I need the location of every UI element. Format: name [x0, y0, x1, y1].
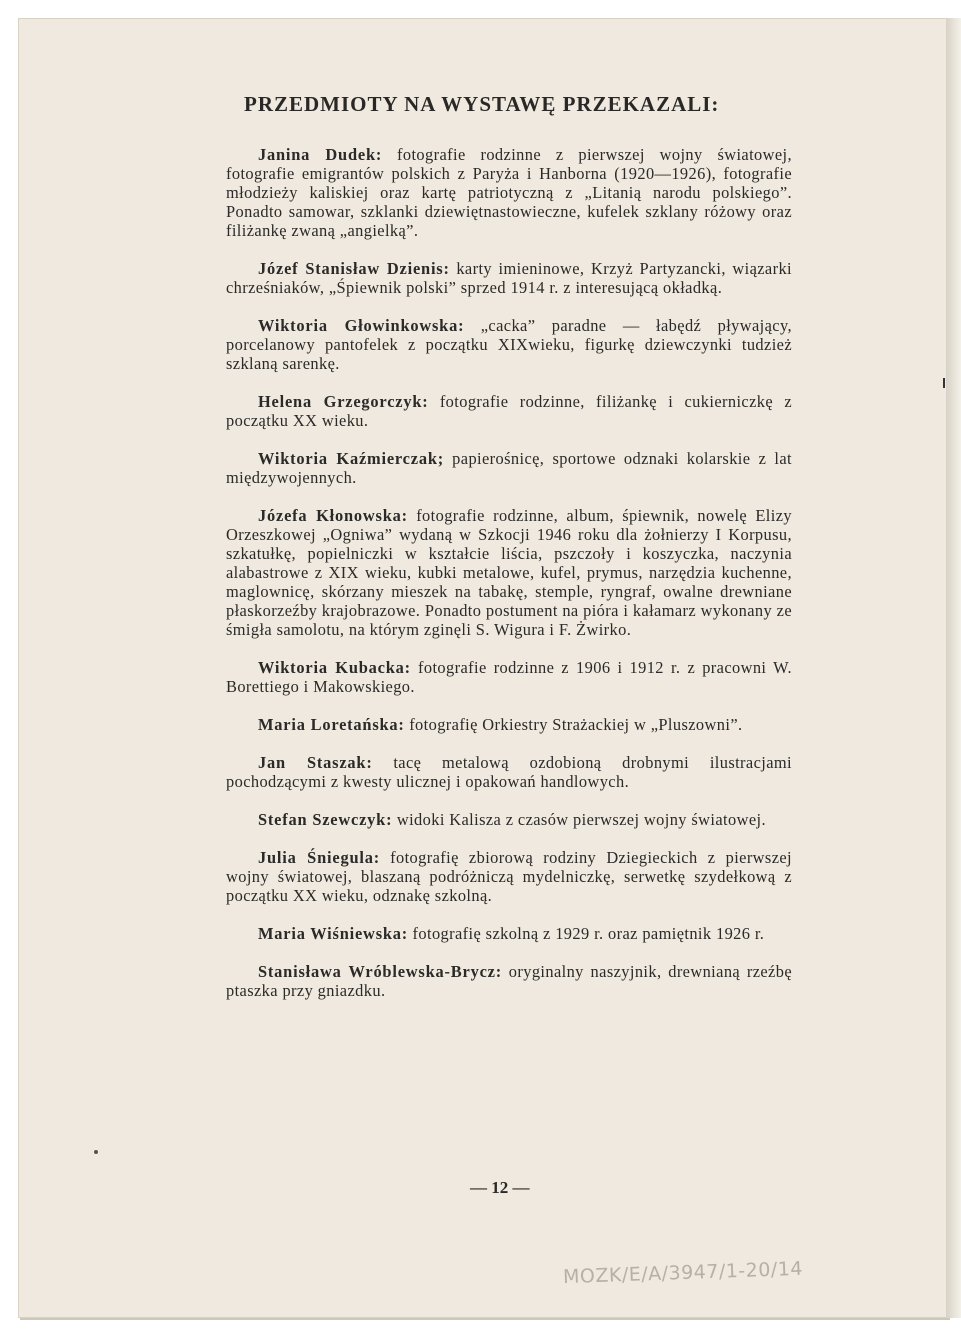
entry — [226, 259, 792, 297]
entry — [226, 506, 792, 639]
archive-stamp: MOZK/E/A/3947/1-20/14 — [562, 1257, 804, 1289]
donor-items: fotografię szkolną z 1929 r. oraz pamiętnik 1926 r. — [412, 924, 765, 943]
donor-items: papierośnicę, sportowe odznaki kolarskie z lat międzywojennych. — [226, 449, 792, 487]
page-number: — 12 — — [470, 1178, 530, 1197]
donor-name: Maria Wiśniewska: — [258, 924, 409, 943]
donor-name: Julia Śniegula: — [258, 848, 380, 867]
page-title: PRZEDMIOTY NA WYSTAWĘ PRZEKAZALI: — [244, 92, 720, 116]
donor-items: fotografię zbiorową rodziny Dziegieckich z pierwszej wojny światowej, blaszaną podróżniczą mydelniczkę, serwetkę szydełkową z początku XX wieku, odznakę szkolną. — [226, 848, 792, 905]
donor-name: Józefa Kłonowska: — [258, 506, 408, 525]
donor-name: Helena Grzegorczyk: — [258, 392, 429, 411]
entry — [226, 810, 792, 829]
donor-items: fotografie rodzinne z 1906 i 1912 r. z pracowni W. Borettiego i Makowskiego. — [226, 658, 793, 696]
donor-items: fotografię Orkiestry Strażackiej w „Pluszowni”. — [409, 715, 743, 734]
entry — [226, 392, 792, 430]
donor-items: tacę metalową ozdobioną drobnymi ilustracjami pochodzącymi z kwesty ulicznej i opakowań handlowych. — [226, 753, 792, 791]
donor-name: Stanisława Wróblewska-Brycz: — [258, 962, 502, 981]
entry — [226, 848, 792, 905]
donor-name: Janina Dudek: — [258, 145, 383, 164]
entry — [226, 658, 792, 696]
donor-name: Józef Stanisław Dzienis: — [258, 259, 450, 278]
entry — [226, 449, 792, 487]
donor-items: widoki Kalisza z czasów pierwszej wojny światowej. — [396, 810, 766, 829]
donor-items: oryginalny naszyjnik, drewnianą rzeźbę ptaszka przy gniazdku. — [226, 962, 793, 1000]
donor-name: Jan Staszak: — [258, 753, 373, 772]
donor-name: Wiktoria Kaźmierczak; — [258, 449, 444, 468]
entry — [226, 924, 792, 943]
binding-spine — [946, 18, 961, 1318]
donor-items: fotografie rodzinne z pierwszej wojny światowej, fotografie emigrantów polskich z Paryża i Hanborna (1920—1926), fotografie młodzieży kaliskiej oraz kartę patriotyczną z „Litanią narodu polskiego”. Ponadto samowar, szklanki dziewiętnastowieczne, kufelek szklany różowy oraz filiżankę zwaną „angielką”. — [226, 145, 792, 240]
donor-items: fotografie rodzinne, filiżankę i cukierniczkę z początku XX wieku. — [226, 392, 792, 430]
donor-items: fotografie rodzinne, album, śpiewnik, nowelę Elizy Orzeszkowej „Ogniwa” wydaną w Szkocji 1946 roku dla żołnierzy I Korpusu, szkatułkę, popielniczki w kształcie liścia, pszczoły i koszyczka, naczynia alabastrowe z XIX wieku, kubki metalowe, kufel, prymus, narzędzia kuchenne, maglownicę, skórzany mieszek na tabakę, stemple, ryngraf, owalne drewniane płaskorzeźby krajobrazowe. Ponadto postument na pióra i kałamarz wykonany ze śmigła samolotu, na którym zginęli S. Wigura i F. Żwirko. — [226, 506, 792, 639]
donor-items: „cacka” paradne — łabędź pływający, porcelanowy pantofelek z początku XIXwieku, figurkę dziewczynki tudzież szklaną sarenkę. — [226, 316, 792, 373]
entry — [226, 316, 792, 373]
donor-name: Stefan Szewczyk: — [258, 810, 393, 829]
margin-dot — [94, 1150, 98, 1154]
donor-name: Wiktoria Kubacka: — [258, 658, 411, 677]
entry — [226, 715, 792, 734]
donor-items: karty imieninowe, Krzyż Partyzancki, wiązarki chrześniaków, „Śpiewnik polski” sprzed 1914 r. z interesującą okładką. — [226, 259, 792, 297]
donor-name: Wiktoria Głowinkowska: — [258, 316, 465, 335]
margin-mark — [943, 378, 945, 388]
entry — [226, 962, 792, 1000]
page-content — [226, 92, 792, 1019]
entry — [226, 753, 792, 791]
entry — [226, 145, 792, 240]
donor-name: Maria Loretańska: — [258, 715, 405, 734]
